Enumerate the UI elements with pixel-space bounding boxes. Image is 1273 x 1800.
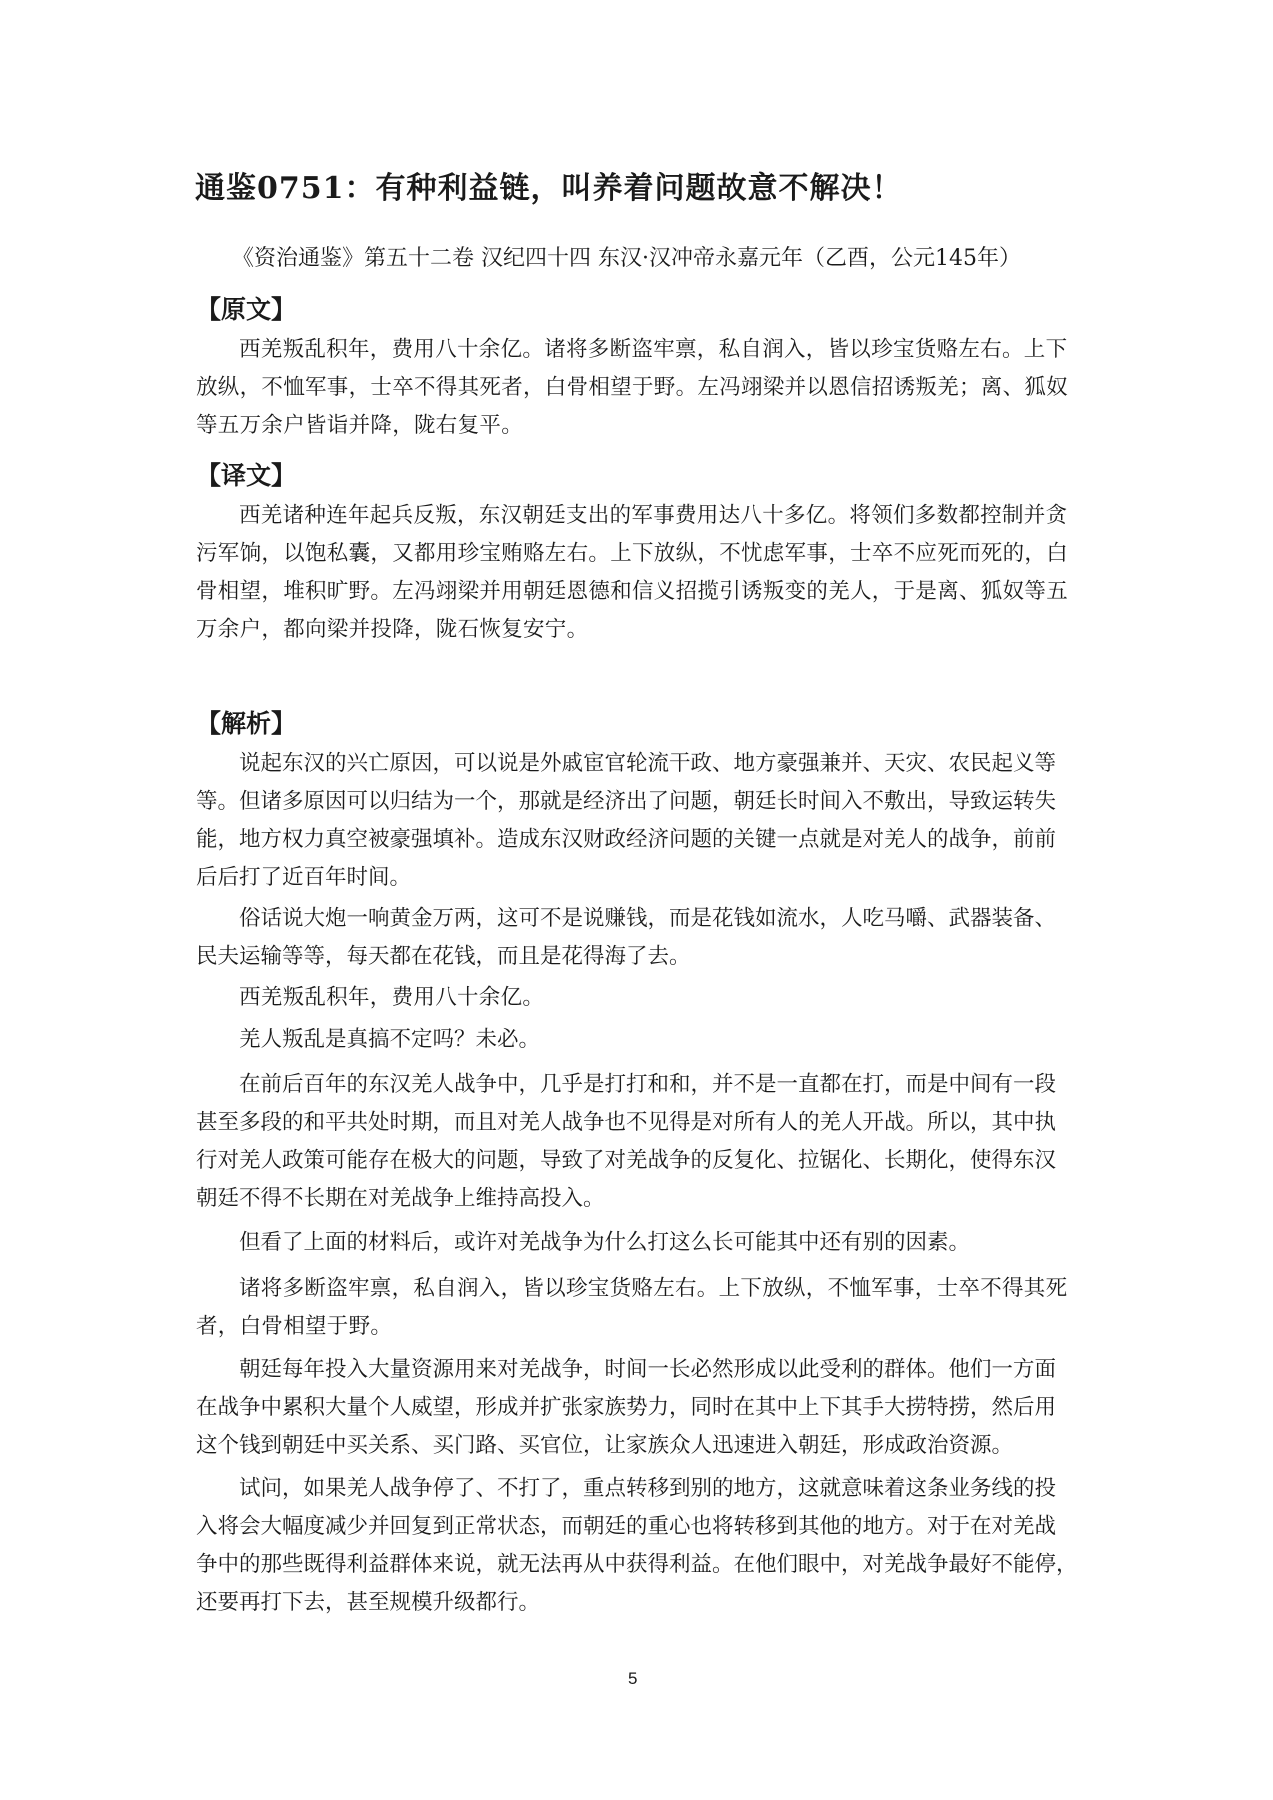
text-line: 说起东汉的兴亡原因，可以说是外戚宦官轮流干政、地方豪强兼并、天灾、农民起义等 (239, 751, 1057, 776)
text-line: 还要再打下去，甚至规模升级都行。 (196, 1590, 541, 1615)
text-line: 朝廷不得不长期在对羌战争上维持高投入。 (196, 1186, 605, 1211)
text-line: 后后打了近百年时间。 (196, 865, 412, 890)
translation-heading: 【译文】 (196, 461, 297, 490)
text-line: 羌人叛乱是真搞不定吗？未必。 (239, 1027, 541, 1052)
analysis-paragraph (196, 1470, 1078, 1622)
text-line: 等。但诸多原因可以归结为一个，那就是经济出了问题，朝廷长时间入不敷出，导致运转失 (196, 789, 1057, 814)
analysis-paragraph (196, 1021, 1078, 1059)
article-title: 通鉴0751：有种利益链，叫养着问题故意不解决！ (195, 171, 903, 206)
text-line: 者，白骨相望于野。 (196, 1314, 393, 1339)
text-line: 行对羌人政策可能存在极大的问题，导致了对羌战争的反复化、拉锯化、长期化，使得东汉 (196, 1148, 1057, 1173)
original-text (196, 331, 1078, 445)
translation-text (196, 497, 1078, 649)
analysis-paragraph (196, 1066, 1078, 1218)
text-line: 万余户，都向梁并投降，陇石恢复安宁。 (196, 617, 589, 642)
text-line: 朝廷每年投入大量资源用来对羌战争，时间一长必然形成以此受利的群体。他们一方面 (239, 1357, 1057, 1382)
text-line: 入将会大幅度减少并回复到正常状态，而朝廷的重心也将转移到其他的地方。对于在对羌战 (196, 1514, 1057, 1539)
analysis-quote (196, 1270, 1078, 1346)
text-line: 骨相望，堆积旷野。左冯翊梁并用朝廷恩德和信义招揽引诱叛变的羌人，于是离、狐奴等五 (196, 579, 1069, 604)
text-line: 等五万余户皆诣并降，陇右复平。 (196, 413, 524, 438)
original-heading: 【原文】 (196, 295, 297, 324)
text-line: 试问，如果羌人战争停了、不打了，重点转移到别的地方，这就意味着这条业务线的投 (239, 1476, 1057, 1501)
analysis-quote (196, 979, 1078, 1017)
text-line: 民夫运输等等，每天都在花钱，而且是花得海了去。 (196, 944, 691, 969)
text-line: 西羌诸种连年起兵反叛，东汉朝廷支出的军事费用达八十多亿。将领们多数都控制并贪 (239, 503, 1068, 528)
analysis-paragraph (196, 1224, 1078, 1262)
text-line: 西羌叛乱积年，费用八十余亿。诸将多断盗牢禀，私自润入，皆以珍宝货赂左右。上下 (239, 337, 1068, 362)
page-number: 5 (628, 1669, 638, 1688)
text-line: 甚至多段的和平共处时期，而且对羌人战争也不见得是对所有人的羌人开战。所以，其中执 (196, 1110, 1057, 1135)
text-line: 放纵，不恤军事，士卒不得其死者，白骨相望于野。左冯翊梁并以恩信招诱叛羌；离、狐奴 (196, 375, 1069, 400)
text-line: 但看了上面的材料后，或许对羌战争为什么打这么长可能其中还有别的因素。 (239, 1230, 971, 1255)
text-line: 在前后百年的东汉羌人战争中，几乎是打打和和，并不是一直都在打，而是中间有一段 (239, 1072, 1057, 1097)
text-line: 在战争中累积大量个人威望，形成并扩张家族势力，同时在其中上下其手大捞特捞，然后用 (196, 1395, 1057, 1420)
text-line: 诸将多断盗牢禀，私自润入，皆以珍宝货赂左右。上下放纵，不恤军事，士卒不得其死 (239, 1276, 1068, 1301)
analysis-paragraph (196, 745, 1078, 897)
text-line: 西羌叛乱积年，费用八十余亿。 (239, 985, 545, 1010)
source-citation: 《资治通鉴》第五十二卷 汉纪四十四 东汉·汉冲帝永嘉元年（乙酉，公元145年） (232, 246, 1021, 271)
analysis-heading: 【解析】 (196, 709, 297, 738)
analysis-paragraph (196, 1351, 1078, 1465)
text-line: 这个钱到朝廷中买关系、买门路、买官位，让家族众人迅速进入朝廷，形成政治资源。 (196, 1433, 1014, 1458)
text-line: 争中的那些既得利益群体来说，就无法再从中获得利益。在他们眼中，对羌战争最好不能停， (196, 1552, 1078, 1577)
text-line: 俗话说大炮一响黄金万两，这可不是说赚钱，而是花钱如流水，人吃马嚼、武器装备、 (239, 906, 1057, 931)
text-line: 能，地方权力真空被豪强填补。造成东汉财政经济问题的关键一点就是对羌人的战争，前前 (196, 827, 1057, 852)
analysis-paragraph (196, 900, 1078, 976)
text-line: 污军饷，以饱私囊，又都用珍宝贿赂左右。上下放纵，不忧虑军事，士卒不应死而死的，白 (196, 541, 1069, 566)
